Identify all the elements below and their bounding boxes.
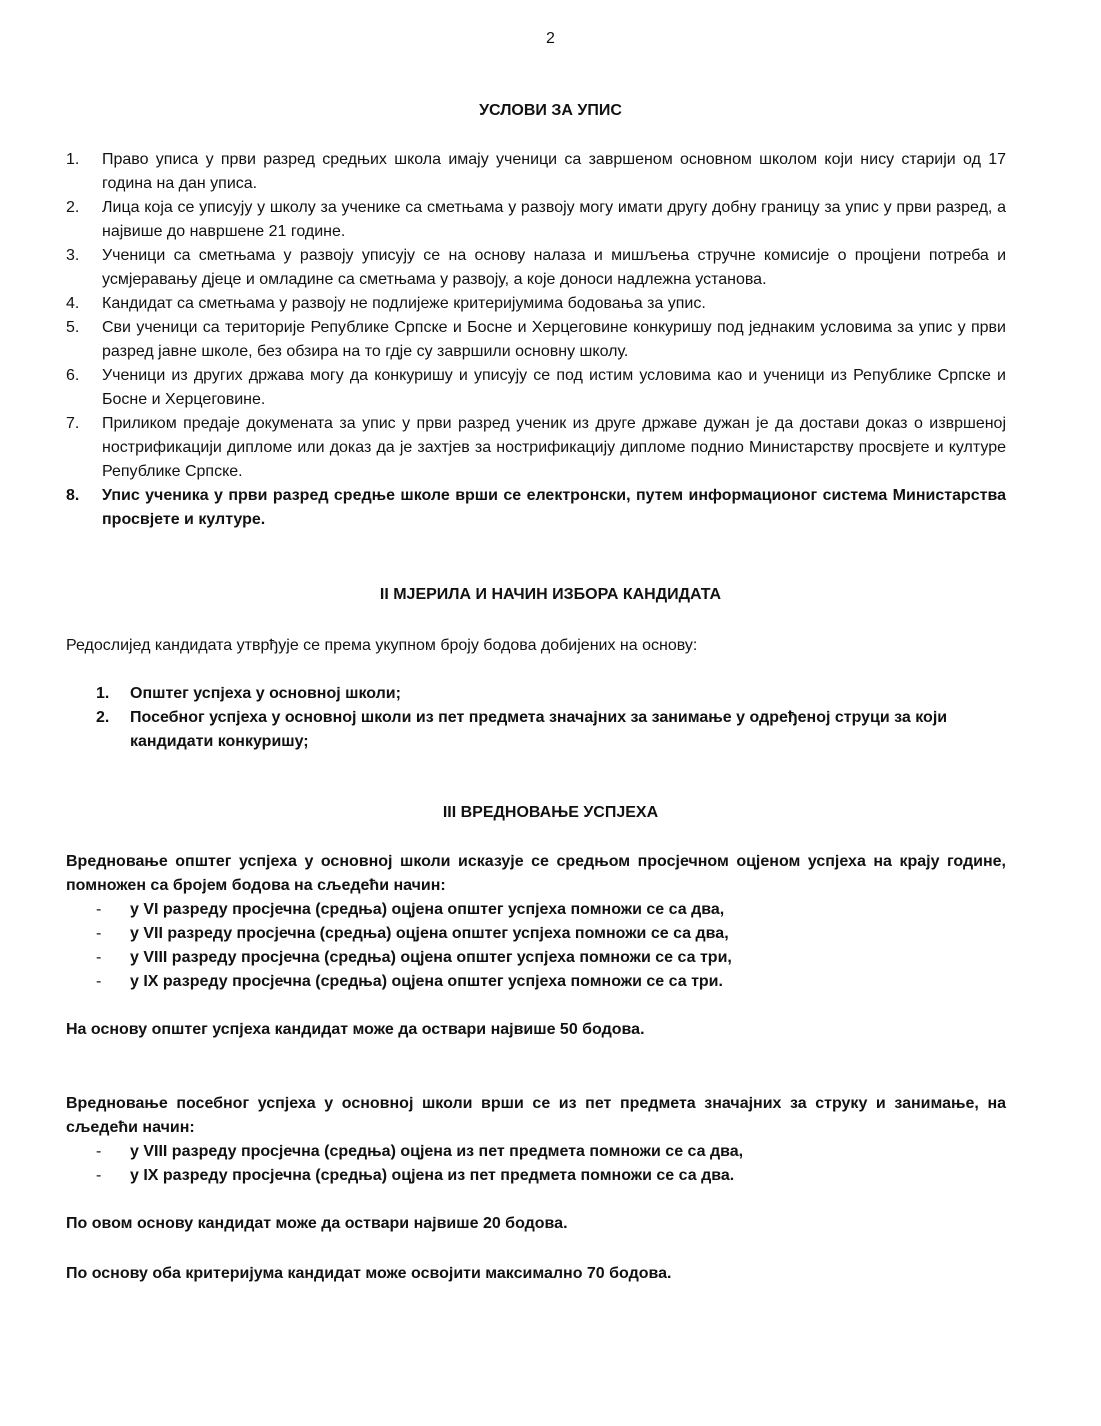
page-number: 2 [546, 30, 555, 47]
list-item [66, 682, 1006, 706]
item-text: у IX разреду просјечна (средња) оцјена општег успјеха помножи се са три. [130, 973, 723, 990]
conditions-list-container [66, 148, 1006, 532]
item-text: Кандидат са сметњама у развоју не подлијеже критеријумима бодовања за упис. [102, 295, 706, 312]
criteria-intro-text: Редослијед кандидата утврђује се према укупном броју бодова добијених на основу: [66, 637, 698, 654]
special-items-list [66, 1140, 1006, 1188]
dash-marker: - [96, 901, 102, 918]
item-number: 8. [66, 487, 80, 504]
list-item [66, 1140, 1006, 1164]
general-max [66, 1018, 1006, 1042]
general-success-block [66, 850, 1006, 994]
item-text: Сви ученици са територије Републике Српске и Босне и Херцеговине конкуришу под једнаким условима за упис у први разред јавне школе, без обзира на то гдје су завршили основну школу. [102, 319, 1006, 360]
dash-marker: - [96, 949, 102, 966]
section-title-evaluation: III ВРЕДНОВАЊЕ УСПЈЕХА [442, 804, 659, 821]
item-text: у VI разреду просјечна (средња) оцјена општег успјеха помножи се са два, [130, 901, 725, 918]
general-max-text: На основу општег успјеха кандидат може да оствари највише 50 бодова. [66, 1021, 645, 1038]
item-text: Лица која се уписују у школу за ученике са сметњама у развоју могу имати другу добну границу за упис у први разред, а највише до навршене 21 године. [102, 199, 1006, 240]
list-item [66, 148, 1006, 196]
dash-marker: - [96, 973, 102, 990]
item-number: 2. [66, 199, 80, 216]
list-item [66, 364, 1006, 412]
general-items-list [66, 898, 1006, 994]
item-number: 4. [66, 295, 80, 312]
criteria-intro [66, 634, 1006, 658]
item-text: у IX разреду просјечна (средња) оцјена из пет предмета помножи се са два. [130, 1167, 735, 1184]
item-number: 5. [66, 319, 80, 336]
item-text: Ученици из других држава могу да конкуришу и уписују се под истим условима као и ученици из Републике Српске и Босне и Херцеговине. [102, 367, 1006, 408]
list-item [66, 922, 1006, 946]
section-title-criteria: II МЈЕРИЛА И НАЧИН ИЗБОРА КАНДИДАТА [379, 586, 722, 603]
list-item [66, 316, 1006, 364]
special-intro-text: Вредновање посебног успјеха у основној школи врши се из пет предмета значајних за струку и занимање, на сљедећи начин: [66, 1095, 1006, 1136]
dash-marker: - [96, 925, 102, 942]
criteria-list [66, 682, 1006, 754]
special-max-text: По овом основу кандидат може да оствари највише 20 бодова. [66, 1215, 568, 1232]
dash-marker: - [96, 1143, 102, 1160]
special-success-block [66, 1092, 1006, 1188]
item-number: 1. [66, 151, 80, 168]
item-number: 1. [96, 685, 110, 702]
general-intro-text: Вредновање општег успјеха у основној школи исказује се средњом просјечном оцјеном успјеха на крају године, помножен са бројем бодова на сљедећи начин: [66, 853, 1006, 894]
item-number: 2. [96, 709, 110, 726]
item-text: Приликом предаје докумената за упис у први разред ученик из друге државе дужан је да достави доказ о извршеној нострификацији дипломе или доказ да је захтјев за нострификацију дипломе поднио Министарству просвјете и културе Републике Српске. [102, 415, 1006, 480]
list-item [66, 706, 1006, 754]
item-text: Упис ученика у први разред средње школе врши се електронски, путем информационог система Министарства просвјете и културе. [102, 487, 1006, 528]
total-max [66, 1262, 1006, 1286]
list-item [66, 946, 1006, 970]
list-item [66, 970, 1006, 994]
dash-marker: - [96, 1167, 102, 1184]
item-text: у VIII разреду просјечна (средња) оцјена из пет предмета помножи се са два, [130, 1143, 744, 1160]
item-number: 3. [66, 247, 80, 264]
item-text: Право уписа у први разред средњих школа имају ученици са завршеном основном школом који нису старији од 17 година на дан уписа. [102, 151, 1006, 192]
special-max [66, 1212, 1006, 1236]
item-text: Општег успјеха у основној школи; [130, 685, 401, 702]
list-item [66, 196, 1006, 244]
list-item [66, 412, 1006, 484]
item-number: 7. [66, 415, 80, 432]
list-item [66, 898, 1006, 922]
list-item [66, 484, 1006, 532]
item-text: Посебног успјеха у основној школи из пет предмета значајних за занимање у одређеној струци за који кандидати конкуришу; [130, 709, 948, 750]
list-item [66, 1164, 1006, 1188]
section-title-conditions: УСЛОВИ ЗА УПИС [479, 102, 622, 119]
criteria-list-container [66, 682, 1006, 754]
conditions-list [66, 148, 1006, 532]
item-text: у VIII разреду просјечна (средња) оцјена општег успјеха помножи се са три, [130, 949, 732, 966]
item-text: Ученици са сметњама у развоју уписују се на основу налаза и мишљења стручне комисије о процјени потреба и усмјеравању дјеце и омладине са сметњама у развоју, а које доноси надлежна установа. [102, 247, 1006, 288]
list-item [66, 292, 1006, 316]
total-max-text: По основу оба критеријума кандидат може освојити максимално 70 бодова. [66, 1265, 672, 1282]
item-text: у VII разреду просјечна (средња) оцјена општег успјеха помножи се са два, [130, 925, 729, 942]
item-number: 6. [66, 367, 80, 384]
list-item [66, 244, 1006, 292]
